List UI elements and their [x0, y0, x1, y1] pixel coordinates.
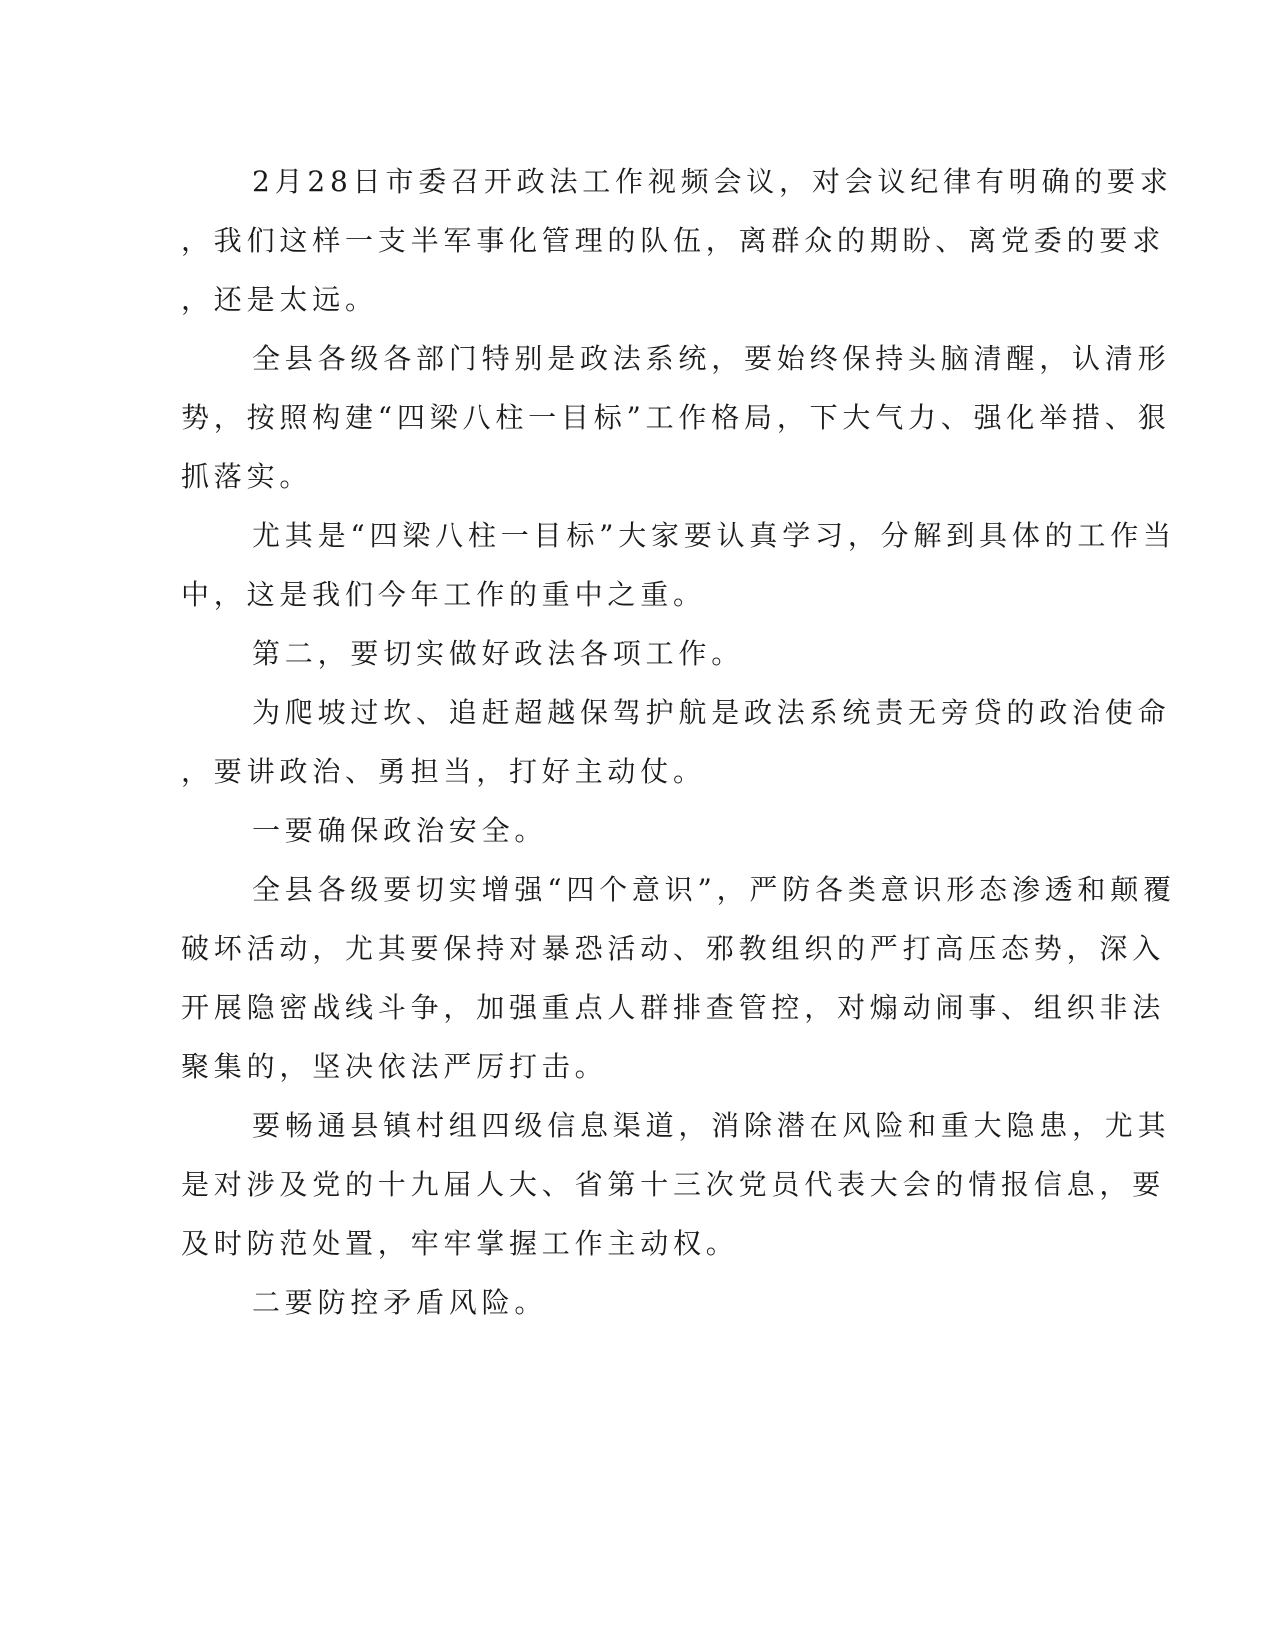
text-line: ，要讲政治、勇担当，打好主动仗。	[181, 755, 706, 788]
text-line: 是对涉及党的十九届人大、省第十三次党员代表大会的情报信息，要	[181, 1168, 1166, 1201]
text-line: 及时防范处置，牢牢掌握工作主动权。	[181, 1227, 739, 1260]
document-body	[181, 152, 1176, 1332]
text-line: ，我们这样一支半军事化管理的队伍，离群众的期盼、离党委的要求	[181, 224, 1166, 257]
text-line: 第二，要切实做好政法各项工作。	[252, 637, 745, 670]
text-line: 尤其是“四梁八柱一目标”大家要认真学习，分解到具体的工作当	[252, 519, 1176, 552]
text-line: 一要确保政治安全。	[252, 814, 548, 847]
text-line: 开展隐密战线斗争，加强重点人群排查管控，对煽动闹事、组织非法	[181, 991, 1166, 1024]
text-line: 全县各级各部门特别是政法系统，要始终保持头脑清醒，认清形	[252, 342, 1171, 375]
text-line: ，还是太远。	[181, 283, 378, 316]
text-line: 为爬坡过坎、追赶超越保驾护航是政法系统责无旁贷的政治使命	[252, 696, 1171, 729]
text-line: 势，按照构建“四梁八柱一目标”工作格局，下大气力、强化举措、狠	[181, 401, 1171, 434]
text-line: 聚集的，坚决依法严厉打击。	[181, 1050, 608, 1083]
text-line: 中，这是我们今年工作的重中之重。	[181, 578, 706, 611]
text-line: 抓落实。	[181, 460, 313, 493]
text-line: 2月28日市委召开政法工作视频会议，对会议纪律有明确的要求	[252, 165, 1173, 198]
text-line: 要畅通县镇村组四级信息渠道，消除潜在风险和重大隐患，尤其	[252, 1109, 1171, 1142]
text-line: 二要防控矛盾风险。	[252, 1286, 548, 1319]
text-line: 破坏活动，尤其要保持对暴恐活动、邪教组织的严打高压态势，深入	[181, 932, 1166, 965]
text-line: 全县各级要切实增强“四个意识”，严防各类意识形态渗透和颠覆	[252, 873, 1176, 906]
